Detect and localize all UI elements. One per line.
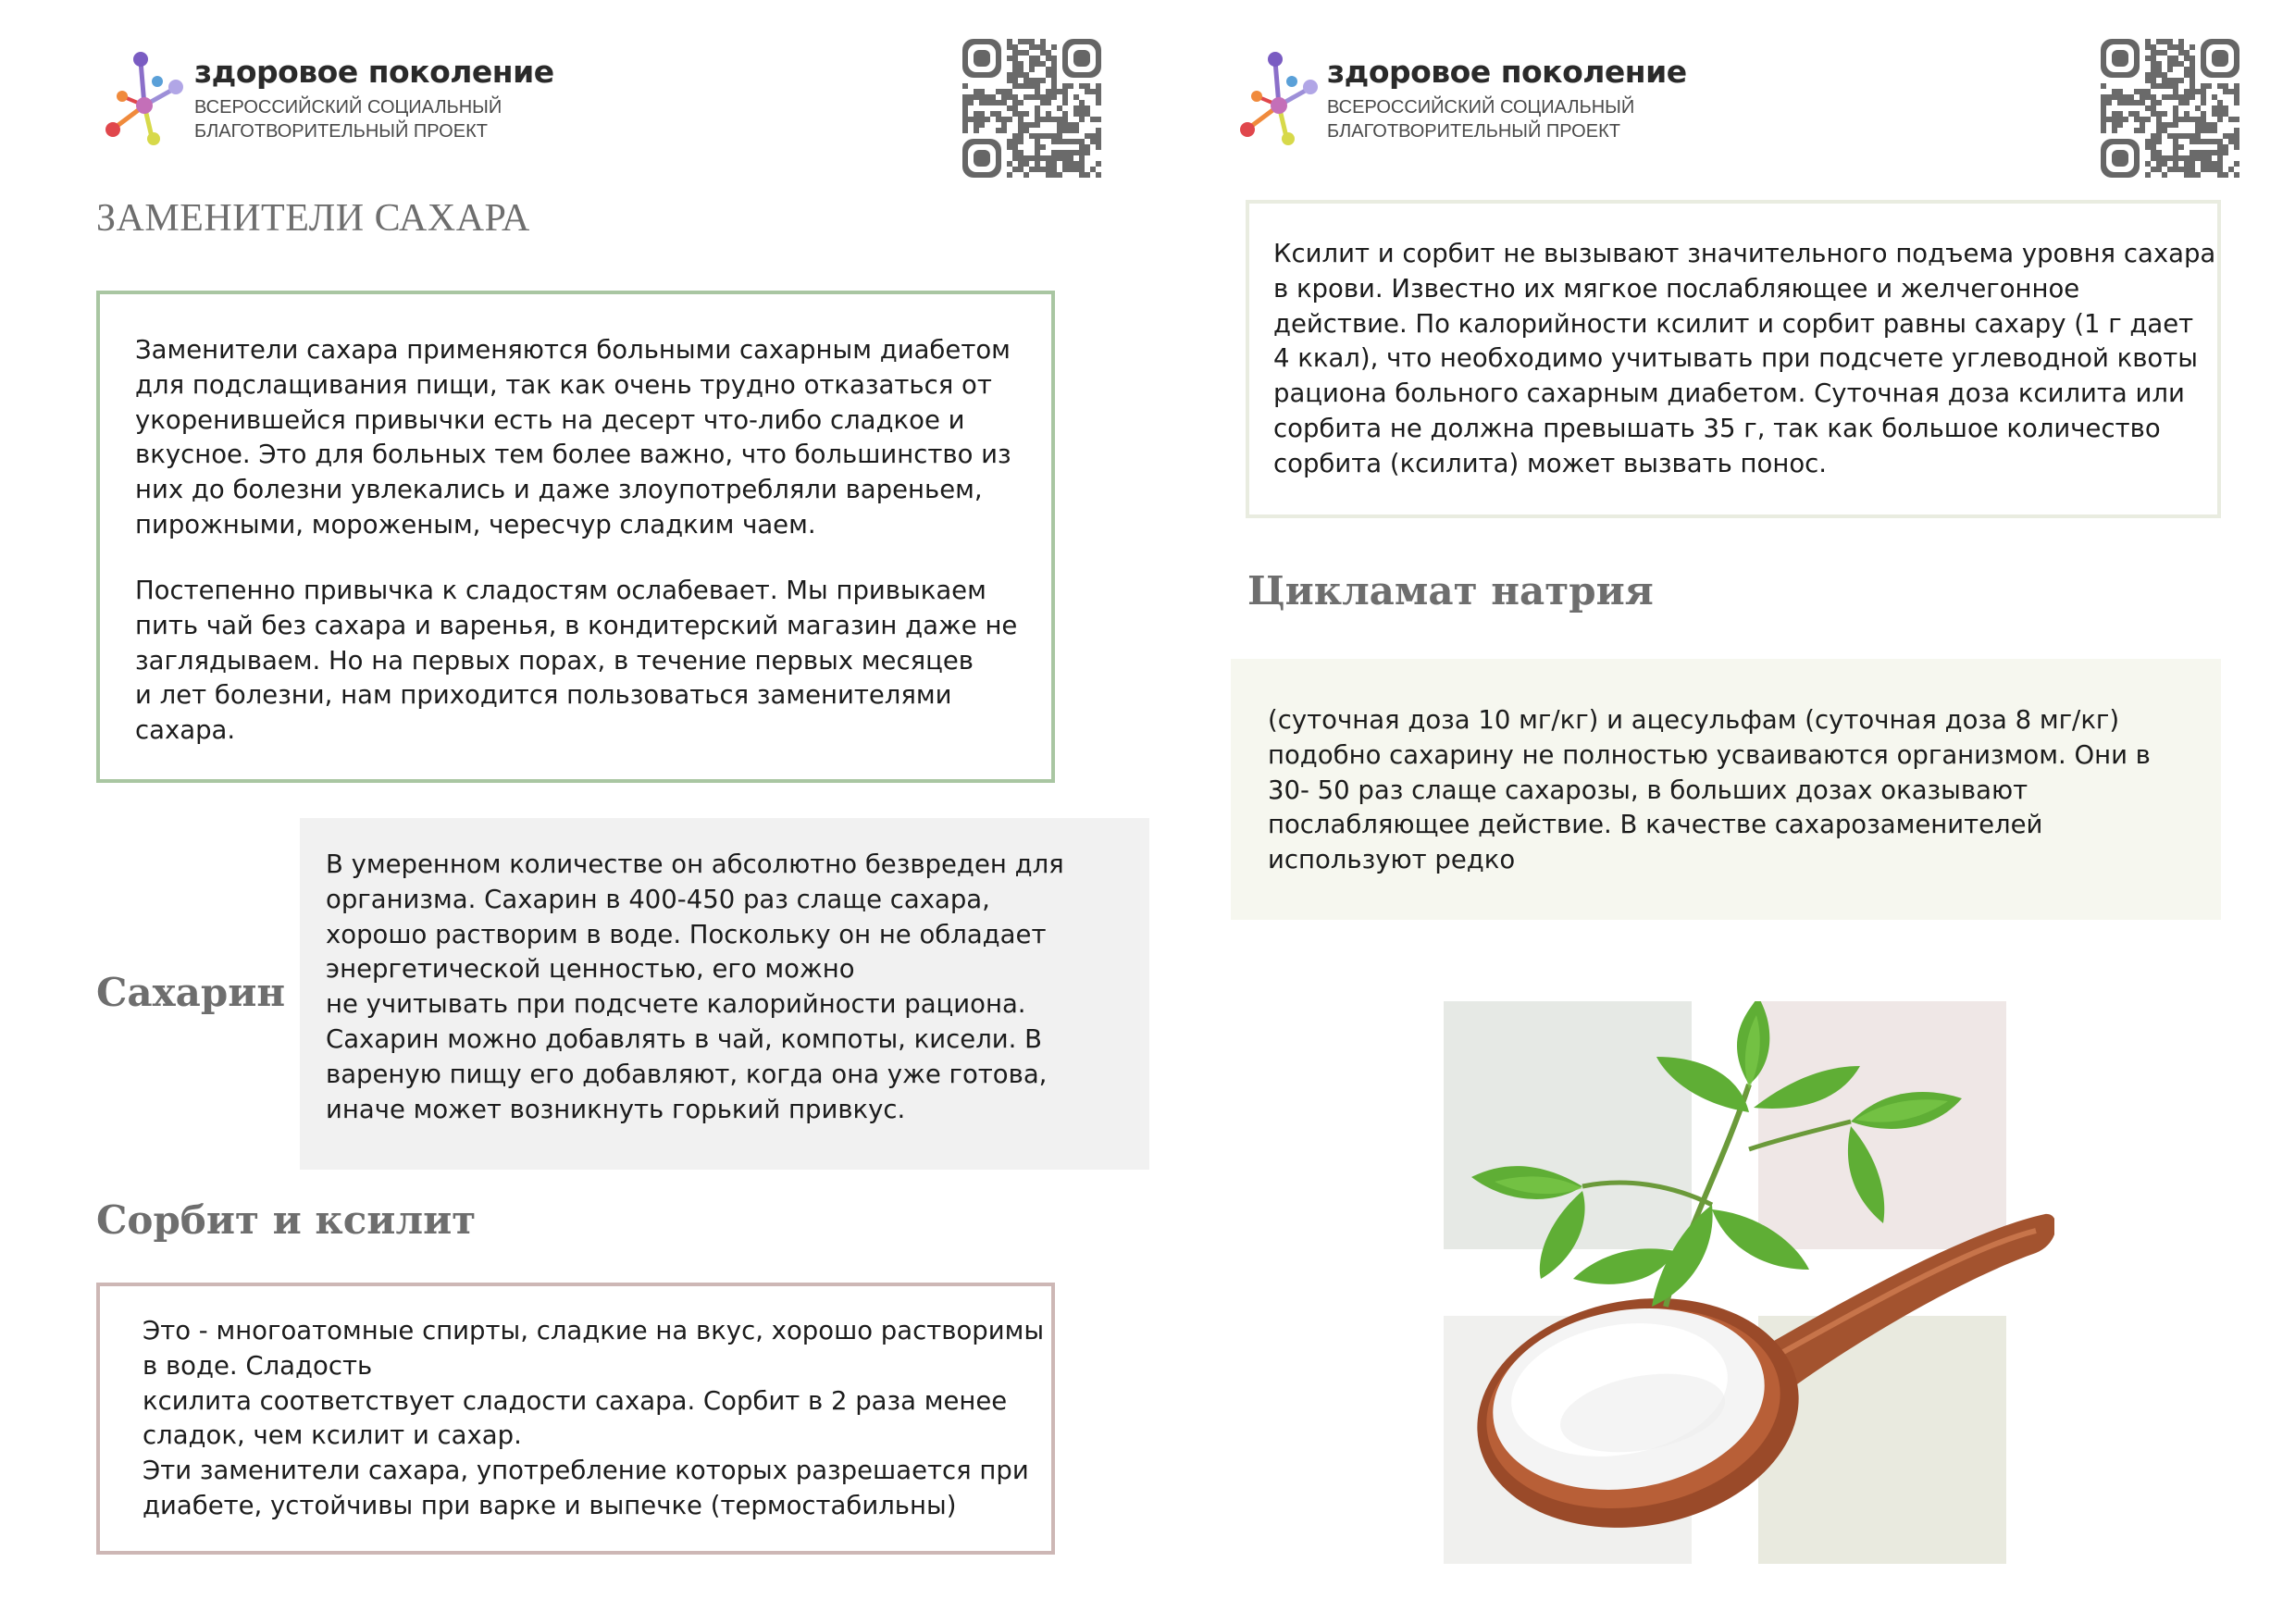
brand-subtitle-right — [1327, 95, 1634, 143]
sorbitol-box — [96, 1283, 1055, 1555]
saccharin-panel — [300, 818, 1149, 1170]
brand-subtitle-line2: БЛАГОТВОРИТЕЛЬНЫЙ ПРОЕКТ — [194, 121, 488, 142]
sorbitol-text: Это - многоатомные спирты, сладкие на вкус, хорошо растворимы в воде. Сладость ксилита соответствует сладости сахара. Сорбит в 2 раза менее сладок, чем ксилит и сахар. Эти заменители сахара, употребление которых разрешается при диабете, устойчивы при варке и выпечке (термостабильны) — [143, 1316, 1045, 1520]
sorbitol-heading: Сорбит и ксилит — [96, 1197, 477, 1243]
saccharin-heading: Сахарин — [96, 970, 286, 1015]
cyclamate-heading: Цикламат натрия — [1247, 568, 1654, 614]
brand-subtitle-line2: БЛАГОТВОРИТЕЛЬНЫЙ ПРОЕКТ — [1327, 121, 1620, 142]
intro-paragraph-2: Постепенно привычка к сладостям ослабевает. Мы привыкаем пить чай без сахара и варенья, в кондитерский магазин даже не заглядываем. Но на первых порах, в течение первых месяцев и лет болезни, нам приходится пользоваться заменителями сахара. — [135, 576, 1018, 746]
intro-box — [96, 291, 1055, 783]
brand-logo-right — [1236, 48, 1325, 150]
brand-subtitle-line1: ВСЕРОССИЙСКИЙ СОЦИАЛЬНЫЙ — [194, 97, 502, 118]
stevia-spoon-image — [1444, 1001, 2054, 1566]
cyclamate-text: (суточная доза 10 мг/кг) и ацесульфам (суточная доза 8 мг/кг) подобно сахарину не полностью усваиваются организмом. Они в 30- 50 раз слаще сахарозы, в больших дозах оказывают послабляющее действие. В качестве сахарозаменителей используют редко — [1268, 705, 2151, 875]
page-title: ЗАМЕНИТЕЛИ САХАРА — [96, 197, 530, 240]
brand-logo — [102, 48, 191, 150]
intro-paragraph-1: Заменители сахара применяются больными сахарным диабетом для подслащивания пищи, так как очень трудно отказаться от укоренившейся привычки есть на десерт что-либо сладкое и вкусное. Это для больных тем более важно, что большинство из них до болезни увлекались и даже злоупотребляли вареньем, пирожными, мороженым, чересчур сладким чаем. — [135, 335, 1011, 539]
xylitol-text: Ксилит и сорбит не вызывают значительного подъема уровня сахара в крови. Известно их мягкое послабляющее и желчегонное действие. По калорийности ксилит и сорбит равны сахару (1 г дает 4 ккал), что необходимо учитывать при подсчете углеводной квоты рациона больного сахарным диабетом. Суточная доза ксилита или сорбита не должна превышать 35 г, так как большое количество сорбита (ксилита) может вызвать понос. — [1273, 239, 2216, 478]
brand-subtitle-line1: ВСЕРОССИЙСКИЙ СОЦИАЛЬНЫЙ — [1327, 97, 1635, 118]
brand-name-right: здоровое поколение — [1327, 54, 1687, 90]
xylitol-box — [1246, 200, 2221, 518]
qr-code-left[interactable] — [962, 39, 1101, 178]
saccharin-text: В умеренном количестве он абсолютно безвреден для организма. Сахарин в 400-450 раз слаще сахара, хорошо растворим в воде. Поскольку он не обладает энергетической ценностью, его можно не учитывать при подсчете калорийности рациона. Сахарин можно добавлять в чай, компоты, кисели. В вареную пищу его добавляют, когда она уже готова, иначе может возникнуть горький привкус. — [326, 849, 1064, 1124]
qr-code-right[interactable] — [2101, 39, 2239, 178]
brand-subtitle — [194, 95, 502, 143]
brand-name: здоровое поколение — [194, 54, 554, 90]
stevia-illustration — [1444, 1001, 2054, 1566]
cyclamate-panel — [1231, 659, 2221, 920]
